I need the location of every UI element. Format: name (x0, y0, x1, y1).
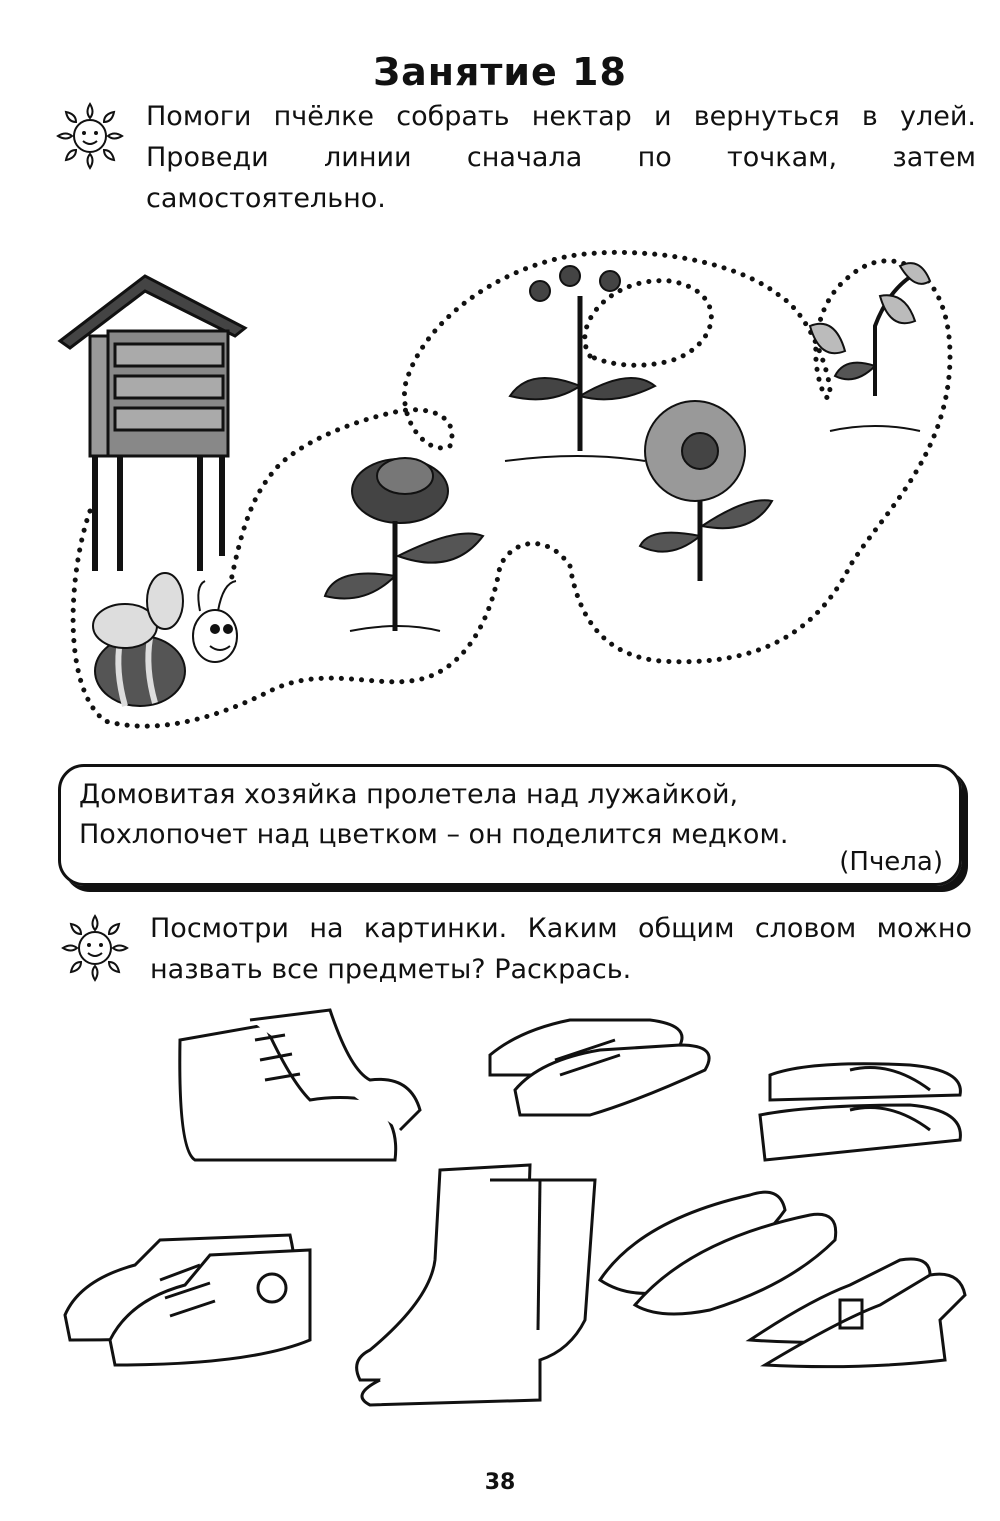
bellflower-image (810, 263, 930, 431)
riddle-answer: (Пчела) (839, 847, 943, 877)
tall-boots-image (357, 1165, 595, 1405)
riddle-line-2: Похлопочет над цветком – он поделится медком. (79, 819, 789, 850)
slippers-image (490, 1020, 709, 1115)
ballet-flats-image (600, 1192, 836, 1314)
sun-icon (50, 96, 130, 176)
daisy-flower-image (640, 401, 772, 581)
page-title: Занятие 18 (373, 50, 627, 94)
riddle-box (58, 764, 962, 886)
bee-image (93, 573, 237, 706)
task-instruction-1: Помоги пчёлке собрать нектар и вернуться в улей. Проведи линии сначала по точкам, затем самостоятельно. (146, 101, 976, 214)
ankle-boots-image (180, 1010, 420, 1160)
sandals-image (760, 1064, 960, 1160)
footwear-illustration (50, 1000, 980, 1430)
page-number: 38 (484, 1470, 516, 1495)
sun-icon (55, 908, 135, 988)
rose-flower-image (325, 458, 483, 631)
riddle-line-1: Домовитая хозяйка пролетела над лужайкой, (79, 779, 739, 810)
sneakers-image (65, 1235, 310, 1365)
bee-maze-illustration (50, 236, 970, 746)
task-instruction-2: Посмотри на картинки. Каким общим словом можно назвать все предметы? Раскрась. (150, 913, 972, 985)
beehive-image (60, 276, 245, 571)
